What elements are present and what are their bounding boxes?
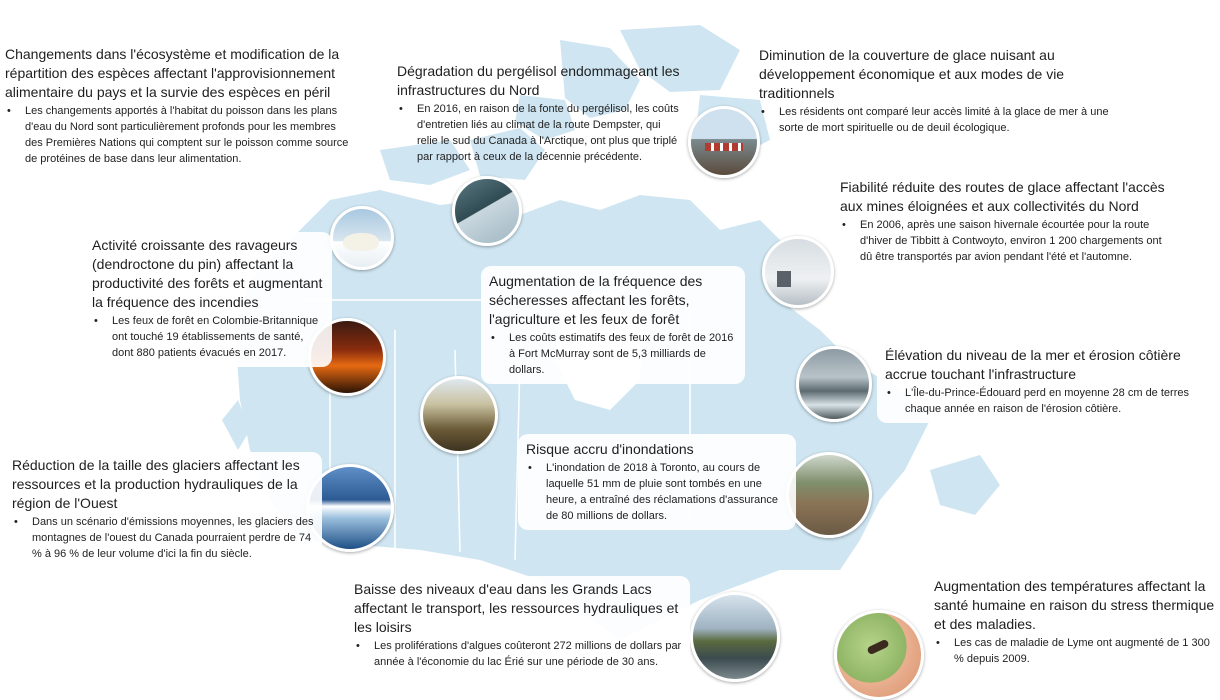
photo-dry-corn: [420, 376, 498, 454]
panel-title: Fiabilité réduite des routes de glace affectant l'accès aux mines éloignées et aux collectivités du Nord: [840, 179, 1165, 214]
photo-great-lakes: [690, 592, 780, 682]
photo-coastal-storm: [796, 346, 872, 422]
mosquito-icon: [866, 639, 889, 656]
panel-title: Dégradation du pergélisol endommageant les infrastructures du Nord: [397, 63, 680, 98]
panel-title: Risque accru d'inondations: [526, 441, 694, 457]
panel-bullet: • Les proliférations d'algues coûteront 272 millions de dollars par année à l'économie du lac Érié sur une période de 30 ans.: [354, 638, 684, 670]
panel-pests: [84, 232, 332, 367]
panel-title: Diminution de la couverture de glace nuisant au développement économique et aux modes de vie traditionnels: [759, 47, 1065, 101]
panel-title: Augmentation de la fréquence des sécheresses affectant les forêts, l'agriculture et les feux de forêt: [489, 273, 703, 327]
panel-bullet: • L'inondation de 2018 à Toronto, au cours de laquelle 51 mm de pluie sont tombés en une heure, a entraîné des réclamations d'assurance de 80 millions de dollars.: [526, 460, 788, 524]
panel-floods: [518, 434, 796, 530]
houses-icon: [705, 143, 743, 151]
polar-bear-icon: [343, 233, 379, 251]
panel-ice-cover: [759, 46, 1109, 136]
panel-temperatures: [934, 577, 1218, 667]
photo-flood: [786, 452, 872, 538]
panel-bullet: • Les feux de forêt en Colombie-Britannique ont touché 19 établissements de santé, dont 880 patients évacués en 2017.: [92, 313, 324, 361]
panel-bullet: • L'Île-du-Prince-Édouard perd en moyenne 28 cm de terres chaque année en raison de l'érosion côtière.: [885, 385, 1190, 417]
panel-title: Baisse des niveaux d'eau dans les Grands Lacs affectant le transport, les ressources hydrauliques et les loisirs: [354, 581, 679, 635]
panel-bullet: • Les résidents ont comparé leur accès limité à la glace de mer à une sorte de mort spirituelle ou de deuil écologique.: [759, 104, 1109, 136]
panel-bullet: • En 2006, après une saison hivernale écourtée pour la route d'hiver de Tibbitt à Contwoyto, environ 1 200 chargements ont dû être transportés par avion pendant l'été et l'automne.: [840, 217, 1170, 265]
panel-title: Réduction de la taille des glaciers affectant les ressources et la production hydrauliques de la région de l'Ouest: [12, 457, 300, 511]
panel-permafrost: [397, 62, 682, 165]
panel-bullet: • En 2016, en raison de la fonte du pergélisol, les coûts d'entretien liés au climat de la route Dempster, qui relie le sud du Canada à l'Arctique, ont plus que triplé par rapport à ceux de la décennie précédente.: [397, 101, 682, 165]
panel-sea-level: [877, 342, 1196, 423]
panel-great-lakes: [346, 576, 690, 674]
truck-icon: [777, 271, 791, 287]
panel-bullet: • Les changements apportés à l'habitat du poisson dans les plans d'eau du Nord sont particulièrement profonds pour les membres des Premières Nations qui comptent sur le poisson comme source de protéines de base dans leur alimentation.: [5, 103, 350, 167]
panel-title: Augmentation des températures affectant la santé humaine en raison du stress thermique et des maladies.: [934, 578, 1215, 632]
panel-title: Élévation du niveau de la mer et érosion côtière accrue touchant l'infrastructure: [885, 347, 1181, 382]
panel-bullet: • Les coûts estimatifs des feux de forêt de 2016 à Fort McMurray sont de 5,3 milliards de dollars.: [489, 330, 739, 378]
photo-permafrost: [452, 176, 522, 246]
panel-title: Activité croissante des ravageurs (dendroctone du pin) affectant la productivité des forêts et augmentant la fréquence des incendies: [92, 237, 323, 310]
panel-ice-roads: [840, 178, 1170, 265]
photo-mosquito: [834, 610, 924, 700]
panel-title: Changements dans l'écosystème et modification de la répartition des espèces affectant l'approvisionnement alimentaire du pays et la survie des espèces en péril: [5, 46, 340, 100]
panel-ecosystem: [5, 45, 350, 167]
photo-ice-road: [762, 236, 834, 308]
panel-bullet: • Dans un scénario d'émissions moyennes, les glaciers des montagnes de l'ouest du Canada pourraient perdre de 74 % à 96 % de leur volume d'ici la fin du siècle.: [12, 514, 316, 562]
panel-bullet: • Les cas de maladie de Lyme ont augmenté de 1 300 % depuis 2009.: [934, 635, 1218, 667]
panel-glaciers: [6, 452, 322, 568]
panel-droughts: [481, 266, 745, 384]
photo-polar-bear: [330, 206, 394, 270]
photo-northern-village: [688, 106, 760, 178]
